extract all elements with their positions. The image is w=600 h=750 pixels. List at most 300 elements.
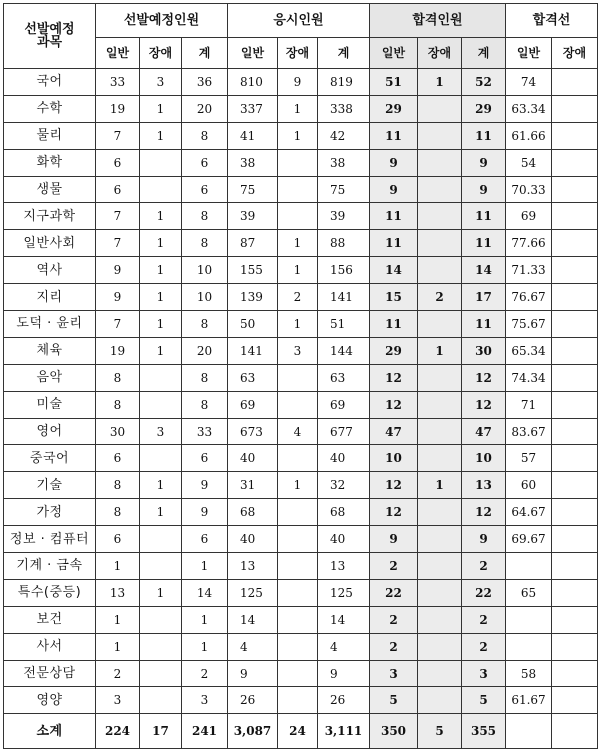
cell-planned-total: 8 <box>182 122 228 149</box>
cell-planned-general: 1 <box>96 633 140 660</box>
cell-planned-total: 9 <box>182 472 228 499</box>
cell-cutoff-disabled <box>552 284 598 311</box>
cell-planned-disabled <box>140 687 182 714</box>
cell-passed-disabled <box>418 230 462 257</box>
cell-planned-disabled: 1 <box>140 95 182 122</box>
cell-cutoff-disabled <box>552 69 598 96</box>
cell-planned-total: 9 <box>182 499 228 526</box>
table-row <box>4 606 598 633</box>
cell-applicants-general: 4 <box>228 633 278 660</box>
cell-planned-disabled: 1 <box>140 472 182 499</box>
cell-planned-total: 1 <box>182 553 228 580</box>
cell-cutoff-general <box>506 714 552 749</box>
cell-applicants-total: 819 <box>318 69 370 96</box>
cell-cutoff-general: 60 <box>506 472 552 499</box>
table-row <box>4 257 598 284</box>
cell-planned-disabled: 17 <box>140 714 182 749</box>
cell-applicants-disabled: 1 <box>278 230 318 257</box>
cell-passed-general: 11 <box>370 230 418 257</box>
cell-planned-total: 20 <box>182 337 228 364</box>
cell-cutoff-general: 61.67 <box>506 687 552 714</box>
cell-applicants-total: 3,111 <box>318 714 370 749</box>
cell-passed-disabled: 1 <box>418 337 462 364</box>
subject-name: 영어 <box>4 418 96 445</box>
cell-applicants-total: 68 <box>318 499 370 526</box>
cell-cutoff-disabled <box>552 445 598 472</box>
cell-planned-total: 6 <box>182 526 228 553</box>
cell-applicants-total: 63 <box>318 364 370 391</box>
cell-applicants-general: 68 <box>228 499 278 526</box>
cell-cutoff-general: 71.33 <box>506 257 552 284</box>
cell-applicants-total: 38 <box>318 149 370 176</box>
cell-planned-total: 1 <box>182 633 228 660</box>
table-row <box>4 579 598 606</box>
cell-passed-general: 3 <box>370 660 418 687</box>
cell-passed-general: 10 <box>370 445 418 472</box>
cell-applicants-total: 88 <box>318 230 370 257</box>
table-row <box>4 553 598 580</box>
cell-passed-total: 11 <box>462 311 506 338</box>
cell-applicants-disabled <box>278 687 318 714</box>
cell-planned-disabled: 1 <box>140 257 182 284</box>
cell-cutoff-general: 65.34 <box>506 337 552 364</box>
results-table-container <box>3 3 597 749</box>
cell-planned-total: 2 <box>182 660 228 687</box>
cell-cutoff-disabled <box>552 122 598 149</box>
cell-passed-total: 12 <box>462 499 506 526</box>
subject-name: 일반사회 <box>4 230 96 257</box>
cell-applicants-total: 40 <box>318 445 370 472</box>
cell-cutoff-general: 74 <box>506 69 552 96</box>
cell-passed-disabled <box>418 122 462 149</box>
cell-passed-total: 11 <box>462 122 506 149</box>
cell-planned-general: 9 <box>96 284 140 311</box>
cell-planned-general: 7 <box>96 122 140 149</box>
cell-applicants-general: 3,087 <box>228 714 278 749</box>
cell-planned-disabled: 1 <box>140 284 182 311</box>
subject-name: 생물 <box>4 176 96 203</box>
cell-cutoff-general: 65 <box>506 579 552 606</box>
cell-planned-total: 8 <box>182 391 228 418</box>
cell-passed-total: 12 <box>462 364 506 391</box>
cell-passed-disabled: 1 <box>418 472 462 499</box>
cell-cutoff-disabled <box>552 176 598 203</box>
cell-applicants-disabled <box>278 176 318 203</box>
cell-passed-general: 29 <box>370 95 418 122</box>
table-row <box>4 203 598 230</box>
subject-header-line1: 선발예정 <box>24 22 75 37</box>
cell-applicants-total: 125 <box>318 579 370 606</box>
cell-planned-total: 6 <box>182 176 228 203</box>
cell-passed-general: 11 <box>370 203 418 230</box>
cell-planned-total: 8 <box>182 230 228 257</box>
cell-passed-total: 29 <box>462 95 506 122</box>
cell-passed-total: 9 <box>462 149 506 176</box>
cell-planned-disabled: 3 <box>140 69 182 96</box>
cell-planned-general: 9 <box>96 257 140 284</box>
cell-applicants-disabled <box>278 633 318 660</box>
cell-applicants-general: 14 <box>228 606 278 633</box>
cell-applicants-total: 338 <box>318 95 370 122</box>
cell-applicants-total: 156 <box>318 257 370 284</box>
cell-applicants-disabled: 9 <box>278 69 318 96</box>
cell-cutoff-general: 57 <box>506 445 552 472</box>
cell-passed-disabled <box>418 660 462 687</box>
cell-passed-disabled <box>418 499 462 526</box>
cell-applicants-disabled: 2 <box>278 284 318 311</box>
cell-passed-disabled <box>418 526 462 553</box>
cell-passed-total: 12 <box>462 391 506 418</box>
table-row <box>4 418 598 445</box>
cell-planned-total: 1 <box>182 606 228 633</box>
subject-name: 물리 <box>4 122 96 149</box>
cell-passed-general: 9 <box>370 149 418 176</box>
cell-passed-total: 3 <box>462 660 506 687</box>
cell-planned-general: 6 <box>96 445 140 472</box>
cell-planned-general: 19 <box>96 337 140 364</box>
cell-passed-general: 2 <box>370 606 418 633</box>
cutoff-disabled-header: 장애 <box>552 38 598 69</box>
passed-general-header: 일반 <box>370 38 418 69</box>
cell-applicants-general: 13 <box>228 553 278 580</box>
cell-applicants-general: 38 <box>228 149 278 176</box>
cell-applicants-disabled <box>278 445 318 472</box>
cell-applicants-disabled <box>278 499 318 526</box>
cell-passed-general: 15 <box>370 284 418 311</box>
cell-passed-disabled <box>418 95 462 122</box>
cell-cutoff-disabled <box>552 311 598 338</box>
table-row <box>4 230 598 257</box>
cell-passed-general: 12 <box>370 499 418 526</box>
cell-planned-total: 33 <box>182 418 228 445</box>
cell-applicants-general: 337 <box>228 95 278 122</box>
cell-passed-general: 11 <box>370 122 418 149</box>
subject-name: 기술 <box>4 472 96 499</box>
cell-passed-total: 2 <box>462 553 506 580</box>
cell-applicants-total: 40 <box>318 526 370 553</box>
cell-applicants-total: 13 <box>318 553 370 580</box>
cell-passed-disabled: 2 <box>418 284 462 311</box>
cell-planned-total: 241 <box>182 714 228 749</box>
cell-passed-general: 5 <box>370 687 418 714</box>
cell-applicants-general: 50 <box>228 311 278 338</box>
cell-planned-disabled <box>140 445 182 472</box>
cell-planned-disabled: 1 <box>140 311 182 338</box>
table-row <box>4 149 598 176</box>
subject-name: 미술 <box>4 391 96 418</box>
table-row <box>4 176 598 203</box>
table-body <box>4 69 598 749</box>
cell-passed-general: 12 <box>370 364 418 391</box>
table-row <box>4 633 598 660</box>
cell-planned-general: 6 <box>96 176 140 203</box>
cell-passed-total: 22 <box>462 579 506 606</box>
cell-planned-total: 3 <box>182 687 228 714</box>
cell-planned-disabled: 3 <box>140 418 182 445</box>
cell-cutoff-general: 76.67 <box>506 284 552 311</box>
cell-applicants-general: 39 <box>228 203 278 230</box>
cell-passed-disabled <box>418 391 462 418</box>
cell-cutoff-general: 69 <box>506 203 552 230</box>
planned-disabled-header: 장애 <box>140 38 182 69</box>
cell-passed-total: 52 <box>462 69 506 96</box>
table-row <box>4 445 598 472</box>
cell-planned-general: 2 <box>96 660 140 687</box>
cell-applicants-total: 32 <box>318 472 370 499</box>
subject-header-line2: 과목 <box>36 35 63 50</box>
cell-cutoff-disabled <box>552 714 598 749</box>
cell-applicants-disabled: 1 <box>278 95 318 122</box>
subject-name: 영양 <box>4 687 96 714</box>
cell-cutoff-disabled <box>552 95 598 122</box>
cell-applicants-disabled <box>278 364 318 391</box>
subject-name: 정보 · 컴퓨터 <box>4 526 96 553</box>
cutoff-general-header: 일반 <box>506 38 552 69</box>
subject-name: 특수(중등) <box>4 579 96 606</box>
cell-cutoff-disabled <box>552 579 598 606</box>
cell-applicants-total: 14 <box>318 606 370 633</box>
subject-name: 보건 <box>4 606 96 633</box>
cell-cutoff-disabled <box>552 257 598 284</box>
cell-cutoff-general: 75.67 <box>506 311 552 338</box>
cell-planned-disabled: 1 <box>140 122 182 149</box>
cell-cutoff-general: 58 <box>506 660 552 687</box>
cell-passed-disabled <box>418 687 462 714</box>
planned-general-header: 일반 <box>96 38 140 69</box>
cell-cutoff-disabled <box>552 687 598 714</box>
cell-passed-disabled <box>418 203 462 230</box>
cell-applicants-disabled: 1 <box>278 311 318 338</box>
cell-planned-disabled <box>140 606 182 633</box>
cell-cutoff-general: 63.34 <box>506 95 552 122</box>
cell-applicants-disabled <box>278 606 318 633</box>
cell-applicants-disabled <box>278 579 318 606</box>
cell-applicants-general: 41 <box>228 122 278 149</box>
applicants-group-header: 응시인원 <box>228 4 370 38</box>
cell-applicants-total: 42 <box>318 122 370 149</box>
cell-planned-general: 8 <box>96 499 140 526</box>
cell-planned-disabled <box>140 391 182 418</box>
cell-passed-disabled <box>418 553 462 580</box>
cell-planned-disabled <box>140 149 182 176</box>
cell-applicants-total: 141 <box>318 284 370 311</box>
cell-planned-disabled <box>140 526 182 553</box>
subject-name: 체육 <box>4 337 96 364</box>
cell-passed-general: 350 <box>370 714 418 749</box>
cell-cutoff-general <box>506 633 552 660</box>
cell-cutoff-disabled <box>552 499 598 526</box>
table-row <box>4 472 598 499</box>
cell-passed-total: 13 <box>462 472 506 499</box>
subject-name: 도덕 · 윤리 <box>4 311 96 338</box>
cell-applicants-general: 810 <box>228 69 278 96</box>
table-row <box>4 337 598 364</box>
subject-name: 지구과학 <box>4 203 96 230</box>
cell-applicants-general: 40 <box>228 526 278 553</box>
subject-header <box>4 4 96 69</box>
exam-results-table <box>3 3 598 749</box>
cell-planned-general: 1 <box>96 553 140 580</box>
cell-cutoff-disabled <box>552 660 598 687</box>
cell-planned-disabled: 1 <box>140 337 182 364</box>
applicants-disabled-header: 장애 <box>278 38 318 69</box>
cell-applicants-total: 4 <box>318 633 370 660</box>
cell-planned-general: 33 <box>96 69 140 96</box>
cell-applicants-general: 139 <box>228 284 278 311</box>
cell-planned-general: 30 <box>96 418 140 445</box>
cell-planned-general: 6 <box>96 526 140 553</box>
cell-planned-total: 36 <box>182 69 228 96</box>
subject-name: 국어 <box>4 69 96 96</box>
cell-cutoff-general: 74.34 <box>506 364 552 391</box>
cell-applicants-general: 87 <box>228 230 278 257</box>
cell-cutoff-general <box>506 553 552 580</box>
cell-applicants-total: 69 <box>318 391 370 418</box>
cell-passed-total: 17 <box>462 284 506 311</box>
cell-cutoff-general: 71 <box>506 391 552 418</box>
cell-applicants-total: 75 <box>318 176 370 203</box>
cell-planned-disabled <box>140 660 182 687</box>
cell-passed-general: 11 <box>370 311 418 338</box>
table-row <box>4 69 598 96</box>
cell-applicants-general: 75 <box>228 176 278 203</box>
cell-planned-disabled <box>140 633 182 660</box>
cell-cutoff-disabled <box>552 472 598 499</box>
cell-applicants-total: 26 <box>318 687 370 714</box>
cell-cutoff-disabled <box>552 418 598 445</box>
cell-applicants-disabled: 1 <box>278 122 318 149</box>
cell-passed-total: 5 <box>462 687 506 714</box>
cell-cutoff-disabled <box>552 203 598 230</box>
cell-applicants-general: 125 <box>228 579 278 606</box>
cell-applicants-general: 141 <box>228 337 278 364</box>
cell-planned-general: 1 <box>96 606 140 633</box>
cutoff-group-header: 합격선 <box>506 4 598 38</box>
cell-cutoff-general: 83.67 <box>506 418 552 445</box>
cell-applicants-total: 144 <box>318 337 370 364</box>
subject-name: 화학 <box>4 149 96 176</box>
cell-passed-disabled <box>418 418 462 445</box>
cell-applicants-disabled <box>278 149 318 176</box>
cell-passed-general: 9 <box>370 526 418 553</box>
cell-cutoff-disabled <box>552 606 598 633</box>
cell-planned-general: 13 <box>96 579 140 606</box>
cell-applicants-general: 31 <box>228 472 278 499</box>
cell-passed-general: 47 <box>370 418 418 445</box>
subject-name: 가정 <box>4 499 96 526</box>
subject-name: 중국어 <box>4 445 96 472</box>
cell-applicants-disabled: 1 <box>278 472 318 499</box>
cell-cutoff-general: 61.66 <box>506 122 552 149</box>
cell-applicants-disabled: 24 <box>278 714 318 749</box>
cell-applicants-disabled: 4 <box>278 418 318 445</box>
cell-planned-disabled: 1 <box>140 203 182 230</box>
cell-planned-total: 6 <box>182 445 228 472</box>
subject-name: 기계 · 금속 <box>4 553 96 580</box>
cell-planned-total: 20 <box>182 95 228 122</box>
cell-planned-total: 10 <box>182 284 228 311</box>
cell-passed-disabled <box>418 176 462 203</box>
cell-planned-total: 8 <box>182 311 228 338</box>
cell-passed-total: 355 <box>462 714 506 749</box>
subject-name: 지리 <box>4 284 96 311</box>
passed-disabled-header: 장애 <box>418 38 462 69</box>
table-row <box>4 364 598 391</box>
planned-total-header: 계 <box>182 38 228 69</box>
cell-planned-disabled <box>140 176 182 203</box>
cell-cutoff-disabled <box>552 633 598 660</box>
cell-applicants-total: 677 <box>318 418 370 445</box>
cell-passed-general: 2 <box>370 633 418 660</box>
cell-planned-disabled <box>140 364 182 391</box>
cell-applicants-total: 9 <box>318 660 370 687</box>
cell-applicants-general: 673 <box>228 418 278 445</box>
table-row <box>4 284 598 311</box>
cell-planned-general: 7 <box>96 311 140 338</box>
cell-cutoff-disabled <box>552 337 598 364</box>
cell-applicants-disabled: 3 <box>278 337 318 364</box>
cell-planned-general: 3 <box>96 687 140 714</box>
cell-planned-total: 8 <box>182 203 228 230</box>
subject-name: 수학 <box>4 95 96 122</box>
table-row <box>4 660 598 687</box>
cell-passed-general: 51 <box>370 69 418 96</box>
cell-planned-disabled: 1 <box>140 499 182 526</box>
table-row <box>4 391 598 418</box>
cell-passed-general: 9 <box>370 176 418 203</box>
cell-passed-disabled: 5 <box>418 714 462 749</box>
table-row <box>4 95 598 122</box>
table-row <box>4 122 598 149</box>
cell-cutoff-disabled <box>552 230 598 257</box>
cell-cutoff-general: 69.67 <box>506 526 552 553</box>
cell-planned-general: 8 <box>96 391 140 418</box>
cell-passed-disabled <box>418 633 462 660</box>
cell-passed-total: 11 <box>462 230 506 257</box>
cell-cutoff-general: 70.33 <box>506 176 552 203</box>
cell-applicants-disabled <box>278 553 318 580</box>
cell-planned-general: 8 <box>96 364 140 391</box>
cell-applicants-general: 26 <box>228 687 278 714</box>
cell-passed-general: 2 <box>370 553 418 580</box>
cell-planned-general: 6 <box>96 149 140 176</box>
table-row <box>4 526 598 553</box>
cell-passed-disabled <box>418 579 462 606</box>
cell-planned-total: 10 <box>182 257 228 284</box>
cell-planned-general: 7 <box>96 203 140 230</box>
cell-applicants-general: 155 <box>228 257 278 284</box>
cell-passed-disabled <box>418 257 462 284</box>
cell-cutoff-disabled <box>552 526 598 553</box>
cell-cutoff-general <box>506 606 552 633</box>
cell-passed-general: 29 <box>370 337 418 364</box>
cell-planned-disabled: 1 <box>140 579 182 606</box>
cell-passed-general: 12 <box>370 472 418 499</box>
cell-passed-disabled <box>418 149 462 176</box>
cell-passed-disabled: 1 <box>418 69 462 96</box>
cell-passed-disabled <box>418 364 462 391</box>
cell-cutoff-disabled <box>552 364 598 391</box>
cell-passed-total: 11 <box>462 203 506 230</box>
cell-passed-total: 9 <box>462 176 506 203</box>
passed-total-header: 계 <box>462 38 506 69</box>
cell-passed-total: 30 <box>462 337 506 364</box>
cell-cutoff-disabled <box>552 149 598 176</box>
cell-applicants-general: 9 <box>228 660 278 687</box>
table-row <box>4 687 598 714</box>
applicants-general-header: 일반 <box>228 38 278 69</box>
cell-cutoff-disabled <box>552 391 598 418</box>
